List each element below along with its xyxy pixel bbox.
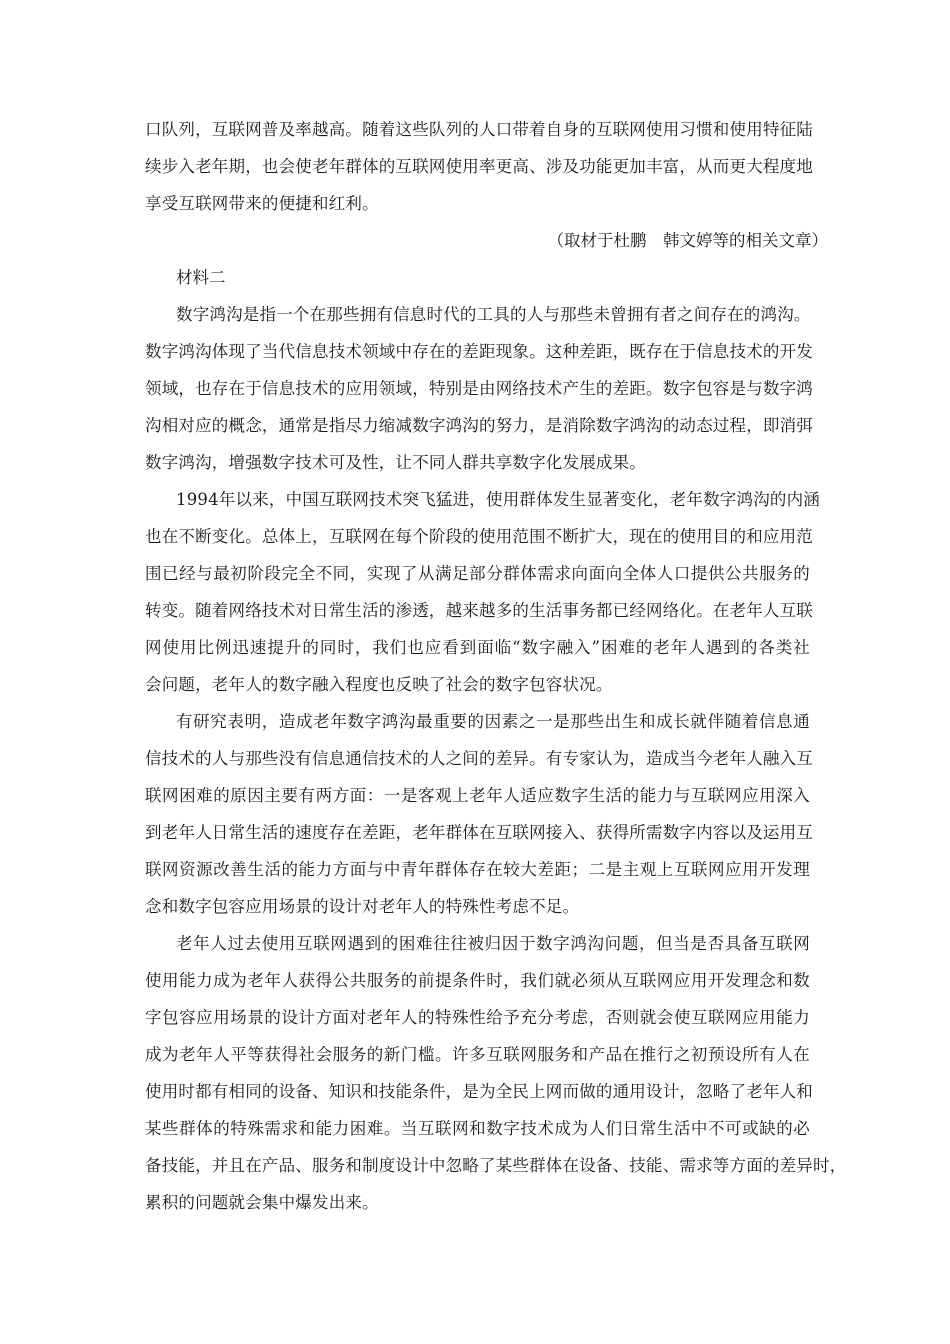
text-line: 网使用比例迅速提升的同时，我们也应看到面临“数字融入”困难的老年人遇到的各类社 <box>145 638 810 657</box>
text-line: 备技能，并且在产品、服务和制度设计中忽略了某些群体在设备、技能、需求等方面的差异时， <box>145 1156 847 1175</box>
text-line: 使用时都有相同的设备、知识和技能条件，是为全民上网而做的通用设计，忽略了老年人和 <box>145 1082 813 1101</box>
source-note: （取材于杜鹏 韩文婷等的相关文章） <box>547 231 828 250</box>
section-label: 材料二 <box>176 268 226 287</box>
text-line: 1994年以来，中国互联网技术突飞猛进，使用群体发生显著变化，老年数字鸿沟的内涵 <box>176 490 820 509</box>
text-line: 沟相对应的概念，通常是指尽力缩减数字鸿沟的努力，是消除数字鸿沟的动态过程，即消弭 <box>145 416 813 435</box>
text-line: 联网资源改善生活的能力方面与中青年群体存在较大差距；二是主观上互联网应用开发理 <box>145 860 810 879</box>
text-line: 某些群体的特殊需求和能力困难。当互联网和数字技术成为人们日常生活中不可或缺的必 <box>145 1119 810 1138</box>
text-line: 会问题，老年人的数字融入程度也反映了社会的数字包容状况。 <box>145 675 613 694</box>
text-line: 数字鸿沟，增强数字技术可及性，让不同人群共享数字化发展成果。 <box>145 453 646 472</box>
text-line: 口队列，互联网普及率越高。随着这些队列的人口带着自身的互联网使用习惯和使用特征陆 <box>145 120 813 139</box>
text-line: 字包容应用场景的设计方面对老年人的特殊性给予充分考虑，否则就会使互联网应用能力 <box>145 1008 810 1027</box>
text-line: 成为老年人平等获得社会服务的新门槛。许多互联网服务和产品在推行之初预设所有人在 <box>145 1045 810 1064</box>
text-line: 也在不断变化。总体上，互联网在每个阶段的使用范围不断扩大，现在的使用目的和应用范 <box>145 527 813 546</box>
text-line: 有研究表明，造成老年数字鸿沟最重要的因素之一是那些出生和成长就伴随着信息通 <box>176 712 810 731</box>
text-line: 围已经与最初阶段完全不同，实现了从满足部分群体需求向面向全体人口提供公共服务的 <box>145 564 810 583</box>
text-line: 联网困难的原因主要有两方面：一是客观上老年人适应数字生活的能力与互联网应用深入 <box>145 786 810 805</box>
text-line: 到老年人日常生活的速度存在差距，老年群体在互联网接入、获得所需数字内容以及运用互 <box>145 823 813 842</box>
text-line: 享受互联网带来的便捷和红利。 <box>145 194 379 213</box>
text-line: 数字鸿沟是指一个在那些拥有信息时代的工具的人与那些未曾拥有者之间存在的鸿沟。 <box>176 305 811 324</box>
text-line: 老年人过去使用互联网遇到的困难往往被归因于数字鸿沟问题，但当是否具备互联网 <box>176 934 810 953</box>
text-line: 续步入老年期，也会使老年群体的互联网使用率更高、涉及功能更加丰富，从而更大程度地 <box>145 157 813 176</box>
text-line: 使用能力成为老年人获得公共服务的前提条件时，我们就必须从互联网应用开发理念和数 <box>145 971 810 990</box>
text-line: 信技术的人与那些没有信息通信技术的人之间的差异。有专家认为，造成当今老年人融入互 <box>145 749 813 768</box>
text-line: 转变。随着网络技术对日常生活的渗透，越来越多的生活事务都已经网络化。在老年人互联 <box>145 601 813 620</box>
text-line: 念和数字包容应用场景的设计对老年人的特殊性考虑不足。 <box>145 897 580 916</box>
text-line: 数字鸿沟体现了当代信息技术领域中存在的差距现象。这种差距，既存在于信息技术的开发 <box>145 342 813 361</box>
text-line: 领域，也存在于信息技术的应用领域，特别是由网络技术产生的差距。数字包容是与数字鸿 <box>145 379 813 398</box>
text-line: 累积的问题就会集中爆发出来。 <box>145 1193 379 1212</box>
